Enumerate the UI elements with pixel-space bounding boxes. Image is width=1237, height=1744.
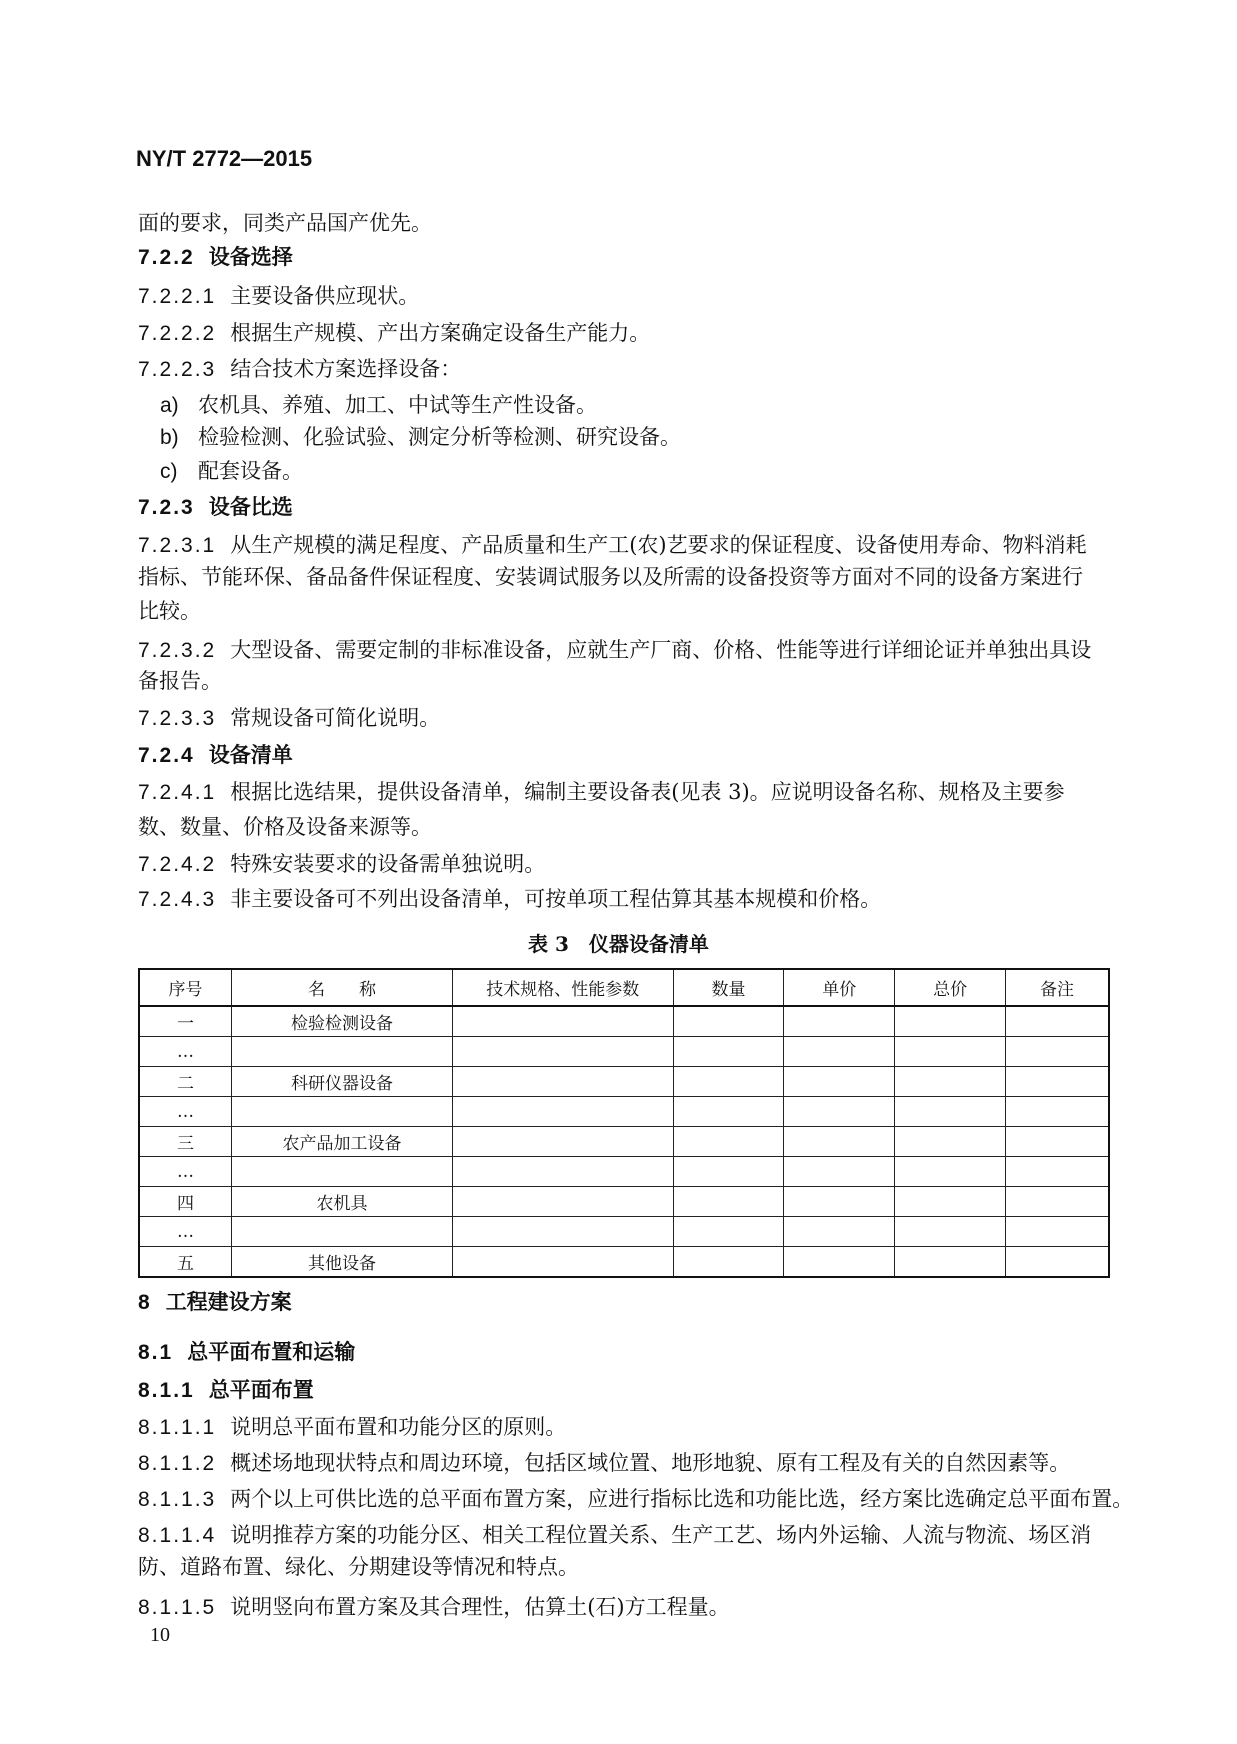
- column-header: 技术规格、性能参数: [452, 969, 673, 1006]
- clause-text: 总平面布置: [208, 1377, 314, 1402]
- clause-8-1: [138, 1340, 1110, 1365]
- clause-text: 防、道路布置、绿化、分期建设等情况和特点。: [138, 1555, 579, 1579]
- clause-text: 特殊安装要求的设备需单独说明。: [230, 852, 546, 876]
- column-header: 总价: [895, 969, 1006, 1006]
- clause-7-2-4-2: [138, 852, 1110, 877]
- table-row: [139, 1067, 1109, 1097]
- clause-number: 8.1.1.3: [138, 1488, 217, 1511]
- clause-7-2-2-1: [138, 284, 1110, 309]
- clause-number: 7.2.2.3: [138, 358, 217, 381]
- page-number: 10: [150, 1624, 170, 1646]
- table-cell: [895, 1217, 1006, 1247]
- clause-c-: [160, 459, 1132, 484]
- table-cell: 二: [139, 1067, 232, 1097]
- clause-a-: [160, 393, 1132, 418]
- clause-text: 说明总平面布置和功能分区的原则。: [230, 1415, 567, 1439]
- table-cell: [673, 1187, 784, 1217]
- table-cell: [452, 1037, 673, 1067]
- column-header: 序号: [139, 969, 232, 1006]
- table-cell: 五: [139, 1247, 232, 1278]
- clause-number: 8: [138, 1291, 152, 1314]
- table-cell: [784, 1006, 895, 1037]
- table-cell: [232, 1157, 453, 1187]
- clause-7-2-2-3: [138, 357, 1110, 382]
- table-row: [139, 1157, 1109, 1187]
- table-cell: 其他设备: [232, 1247, 453, 1278]
- clause-text: 配套设备。: [198, 459, 303, 483]
- table-cell: [784, 1037, 895, 1067]
- table-cell: …: [139, 1217, 232, 1247]
- paragraph-continuation: [138, 211, 1110, 235]
- table-cell: [452, 1187, 673, 1217]
- clause-number: 8.1.1.2: [138, 1452, 217, 1475]
- clause-text: 概述场地现状特点和周边环境，包括区域位置、地形地貌、原有工程及有关的自然因素等。: [230, 1451, 1071, 1475]
- clause-text: 从生产规模的满足程度、产品质量和生产工(农)艺要求的保证程度、设备使用寿命、物料消耗: [230, 533, 1087, 557]
- paragraph-continuation: [138, 565, 1110, 589]
- clause-8-1-1-4: [138, 1523, 1110, 1548]
- clause-text: 常规设备可简化说明。: [230, 706, 441, 730]
- table-cell: 检验检测设备: [232, 1006, 453, 1037]
- clause-text: 农机具、养殖、加工、中试等生产性设备。: [198, 393, 597, 417]
- table-cell: …: [139, 1157, 232, 1187]
- clause-text: 检验检测、化验试验、测定分析等检测、研究设备。: [198, 425, 681, 449]
- clause-number: 7.2.2.1: [138, 285, 217, 308]
- clause-8-1-1: [138, 1378, 1110, 1403]
- table-cell: [452, 1097, 673, 1127]
- clause-text: 比较。: [138, 599, 201, 623]
- table-cell: [895, 1067, 1006, 1097]
- table-cell: [452, 1247, 673, 1278]
- table-cell: [1006, 1187, 1110, 1217]
- paragraph-continuation: [138, 815, 1110, 839]
- table-cell: [673, 1037, 784, 1067]
- table-cell: [673, 1127, 784, 1157]
- clause-number: 7.2.3.3: [138, 707, 217, 730]
- table-cell: [1006, 1127, 1110, 1157]
- table-cell: 科研仪器设备: [232, 1067, 453, 1097]
- table-row: [139, 1247, 1109, 1278]
- paragraph-continuation: [138, 1555, 1110, 1579]
- table-cell: [673, 1067, 784, 1097]
- table-cell: [452, 1006, 673, 1037]
- table-cell: [784, 1067, 895, 1097]
- table-cell: [784, 1247, 895, 1278]
- table-cell: [1006, 1157, 1110, 1187]
- clause-7-2-3: [138, 495, 1110, 520]
- clause-text: 大型设备、需要定制的非标准设备，应就生产厂商、价格、性能等进行详细论证并单独出具设: [230, 638, 1092, 662]
- clause-7-2-3-2: [138, 638, 1110, 663]
- clause-number: 7.2.2.2: [138, 322, 217, 345]
- clause-7-2-2: [138, 245, 1110, 270]
- clause-b-: [160, 425, 1132, 450]
- table-cell: [1006, 1247, 1110, 1278]
- clause-7-2-4-3: [138, 887, 1110, 912]
- table-row: [139, 1006, 1109, 1037]
- table-cell: [673, 1247, 784, 1278]
- table-cell: [784, 1097, 895, 1127]
- clause-8-1-1-1: [138, 1415, 1110, 1440]
- clause-7-2-4-1: [138, 780, 1110, 805]
- clause-text: 指标、节能环保、备品备件保证程度、安装调试服务以及所需的设备投资等方面对不同的设备方案进行: [138, 565, 1083, 589]
- clause-number: 8.1.1: [138, 1379, 195, 1402]
- clause-number: 8.1.1.1: [138, 1416, 217, 1439]
- clause-number: 7.2.3: [138, 496, 195, 519]
- table-cell: 农产品加工设备: [232, 1127, 453, 1157]
- table-cell: [895, 1157, 1006, 1187]
- clause-text: 两个以上可供比选的总平面布置方案，应进行指标比选和功能比选，经方案比选确定总平面布置。: [230, 1487, 1134, 1511]
- clause-number: a): [160, 394, 179, 417]
- clause-8-1-1-2: [138, 1451, 1110, 1476]
- table-cell: [1006, 1037, 1110, 1067]
- table-row: [139, 1037, 1109, 1067]
- clause-text: 主要设备供应现状。: [230, 284, 420, 308]
- clause-number: c): [160, 460, 178, 483]
- paragraph-continuation: [138, 669, 1110, 693]
- clause-text: 说明竖向布置方案及其合理性，估算土(石)方工程量。: [230, 1595, 730, 1619]
- clause-number: 8.1.1.4: [138, 1524, 217, 1547]
- table-row: [139, 1217, 1109, 1247]
- table-cell: 三: [139, 1127, 232, 1157]
- table-cell: [452, 1067, 673, 1097]
- table-cell: …: [139, 1037, 232, 1067]
- table-cell: [895, 1037, 1006, 1067]
- table-cell: [1006, 1097, 1110, 1127]
- table-cell: [452, 1127, 673, 1157]
- clause-number: 7.2.4.3: [138, 888, 217, 911]
- table-cell: [232, 1217, 453, 1247]
- clause-text: 备报告。: [138, 669, 222, 693]
- table-cell: [784, 1157, 895, 1187]
- table-cell: 农机具: [232, 1187, 453, 1217]
- equipment-table: [138, 968, 1110, 1278]
- clause-number: 8.1: [138, 1341, 174, 1364]
- clause-text: 面的要求，同类产品国产优先。: [138, 211, 432, 235]
- table-cell: [232, 1097, 453, 1127]
- clause-7-2-2-2: [138, 321, 1110, 346]
- clause-8-1-1-3: [138, 1487, 1134, 1512]
- clause-text: 设备清单: [208, 742, 293, 767]
- table-cell: [673, 1006, 784, 1037]
- clause-text: 根据比选结果，提供设备清单，编制主要设备表(见表 3)。应说明设备名称、规格及主要参: [230, 780, 1065, 804]
- clause-7-2-3-3: [138, 706, 1110, 731]
- table-cell: [895, 1247, 1006, 1278]
- table-cell: [452, 1217, 673, 1247]
- table-row: [139, 1127, 1109, 1157]
- clause-text: 数、数量、价格及设备来源等。: [138, 815, 432, 839]
- clause-number: 7.2.3.2: [138, 639, 217, 662]
- table-cell: [895, 1006, 1006, 1037]
- clause-text: 设备选择: [208, 244, 293, 269]
- clause-text: 结合技术方案选择设备：: [230, 357, 462, 381]
- table-cell: [895, 1187, 1006, 1217]
- clause-number: 7.2.4.2: [138, 853, 217, 876]
- table-cell: [452, 1157, 673, 1187]
- clause-number: 7.2.2: [138, 246, 195, 269]
- table-cell: [1006, 1067, 1110, 1097]
- table-cell: [784, 1187, 895, 1217]
- clause-7-2-4: [138, 743, 1110, 768]
- table-cell: [673, 1097, 784, 1127]
- clause-number: 7.2.3.1: [138, 534, 217, 557]
- table-row: [139, 1097, 1109, 1127]
- clause-7-2-3-1: [138, 533, 1110, 558]
- table-cell: …: [139, 1097, 232, 1127]
- table-cell: [673, 1157, 784, 1187]
- table-caption: 表 3 仪器设备清单: [528, 932, 709, 956]
- table-cell: [673, 1217, 784, 1247]
- clause-number: 8.1.1.5: [138, 1596, 217, 1619]
- column-header: 单价: [784, 969, 895, 1006]
- clause-text: 非主要设备可不列出设备清单，可按单项工程估算其基本规模和价格。: [230, 887, 882, 911]
- paragraph-continuation: [138, 599, 1110, 623]
- column-header: 数量: [673, 969, 784, 1006]
- clause-text: 根据生产规模、产出方案确定设备生产能力。: [230, 321, 651, 345]
- table-cell: [784, 1217, 895, 1247]
- table-cell: 一: [139, 1006, 232, 1037]
- clause-number: 7.2.4.1: [138, 781, 217, 804]
- column-header: 名 称: [232, 969, 453, 1006]
- column-header: 备注: [1006, 969, 1110, 1006]
- clause-text: 说明推荐方案的功能分区、相关工程位置关系、生产工艺、场内外运输、人流与物流、场区消: [230, 1523, 1092, 1547]
- table-row: [139, 1187, 1109, 1217]
- clause-text: 总平面布置和运输: [187, 1339, 356, 1364]
- table-cell: [232, 1037, 453, 1067]
- clause-8-1-1-5: [138, 1595, 1110, 1620]
- table-cell: [895, 1127, 1006, 1157]
- standard-code-header: NY/T 2772—2015: [136, 146, 313, 171]
- clause-text: 工程建设方案: [165, 1289, 292, 1314]
- clause-number: 7.2.4: [138, 744, 195, 767]
- table-cell: [1006, 1006, 1110, 1037]
- table-cell: [895, 1097, 1006, 1127]
- table-cell: 四: [139, 1187, 232, 1217]
- clause-text: 设备比选: [208, 494, 293, 519]
- table-cell: [1006, 1217, 1110, 1247]
- clause-number: b): [160, 426, 179, 449]
- clause-8: [138, 1290, 1110, 1315]
- table-cell: [784, 1127, 895, 1157]
